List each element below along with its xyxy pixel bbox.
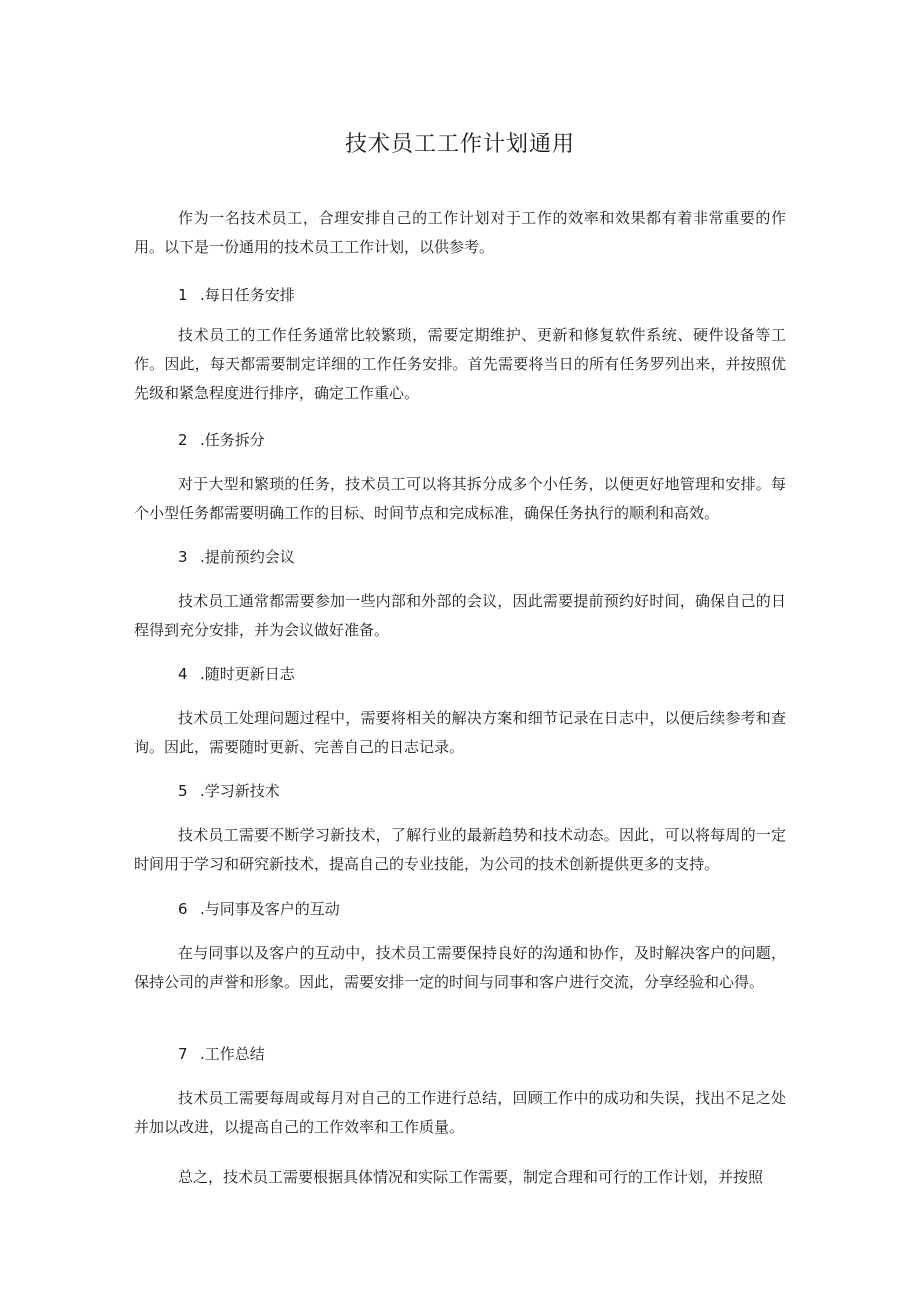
section-5-heading [178,777,280,806]
section-3-title: .提前预约会议 [200,548,295,566]
section-6-title: .与同事及客户的互动 [200,900,340,918]
section-2-number: 2 [178,431,188,449]
section-5-number: 5 [178,782,188,800]
conclusion-paragraph: 总之，技术员工需要根据具体情况和实际工作需要，制定合理和可行的工作计划，并按照 [178,1168,764,1186]
section-2-heading [178,426,265,455]
section-4-number: 4 [178,665,188,683]
intro-paragraph: 作为一名技术员工，合理安排自己的工作计划对于工作的效率和效果都有着非常重要的作用。以下是一份通用的技术员工工作计划，以供参考。 [134,209,786,256]
section-6-body: 在与同事以及客户的互动中，技术员工需要保持良好的沟通和协作，及时解决客户的问题，保持公司的声誉和形象。因此，需要安排一定的时间与同事和客户进行交流，分享经验和心得。 [134,944,786,991]
section-6-heading [178,895,340,924]
section-2-title: .任务拆分 [200,431,265,449]
section-7-number: 7 [178,1045,188,1063]
section-1-title: .每日任务安排 [200,286,295,304]
section-7-body: 技术员工需要每周或每月对自己的工作进行总结，回顾工作中的成功和失误，找出不足之处并加以改进，以提高自己的工作效率和工作质量。 [134,1089,786,1136]
section-3-body: 技术员工通常都需要参加一些内部和外部的会议，因此需要提前预约好时间，确保自己的日程得到充分安排，并为会议做好准备。 [134,592,786,639]
section-4-body: 技术员工处理问题过程中，需要将相关的解决方案和细节记录在日志中，以便后续参考和查询。因此，需要随时更新、完善自己的日志记录。 [134,709,786,756]
section-4-heading [178,660,295,689]
section-3-heading [178,543,295,572]
section-3-number: 3 [178,548,188,566]
section-7-title: .工作总结 [200,1045,265,1063]
section-1-body: 技术员工的工作任务通常比较繁琐，需要定期维护、更新和修复软件系统、硬件设备等工作。因此，每天都需要制定详细的工作任务安排。首先需要将当日的所有任务罗列出来，并按照优先级和紧急程度进行排序，确定工作重心。 [134,326,786,402]
document-title: 技术员工工作计划通用 [344,132,575,157]
section-2-body: 对于大型和繁琐的任务，技术员工可以将其拆分成多个小任务，以便更好地管理和安排。每个小型任务都需要明确工作的目标、时间节点和完成标准，确保任务执行的顺利和高效。 [134,475,786,522]
section-5-title: .学习新技术 [200,782,280,800]
section-1-number: 1 [178,286,188,304]
section-5-body: 技术员工需要不断学习新技术，了解行业的最新趋势和技术动态。因此，可以将每周的一定时间用于学习和研究新技术，提高自己的专业技能，为公司的技术创新提供更多的支持。 [134,826,786,873]
section-1-heading [178,281,295,310]
section-4-title: .随时更新日志 [200,665,295,683]
section-7-heading [178,1040,265,1069]
section-6-number: 6 [178,900,188,918]
